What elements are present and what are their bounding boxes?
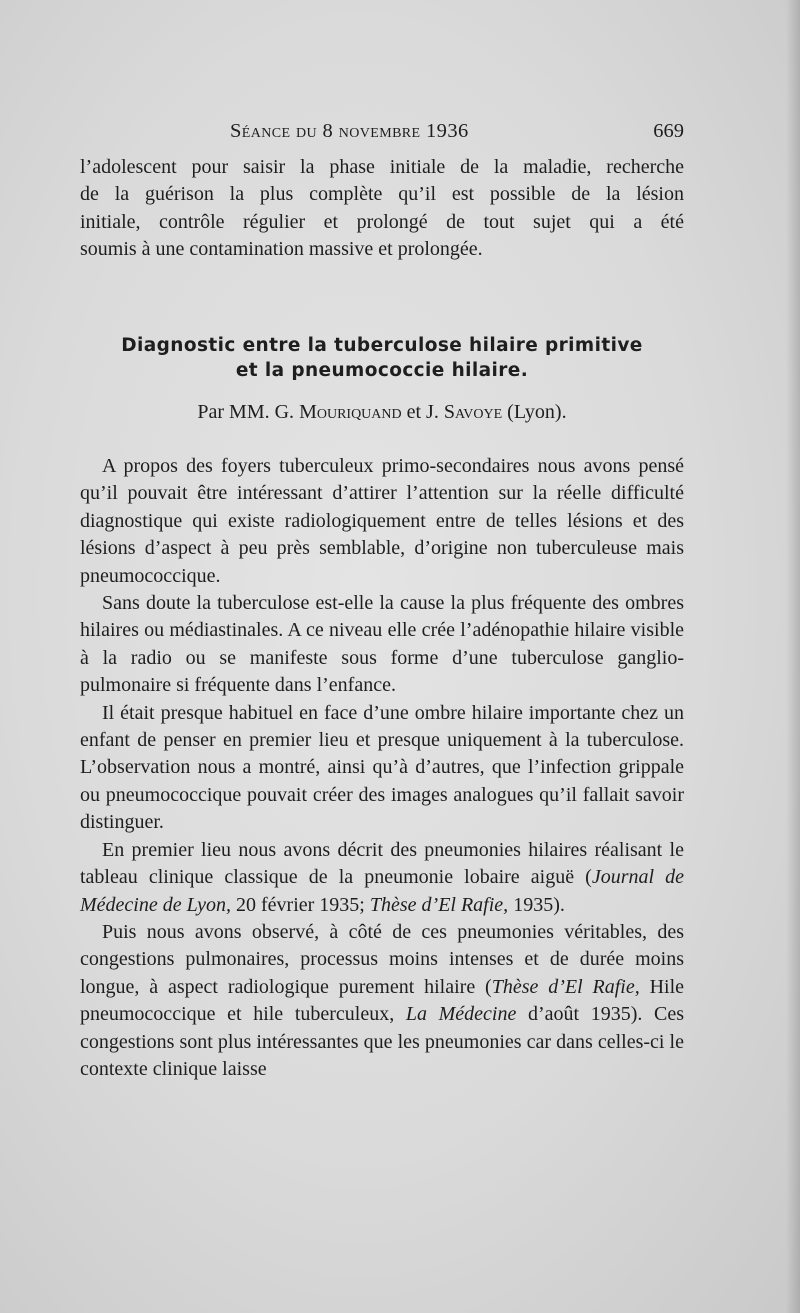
- p4-text-c: 1935).: [508, 893, 565, 916]
- journal-citation: Journal de Médecine de Lyon,: [80, 866, 685, 916]
- author-savoye: Savoye: [443, 401, 503, 423]
- thesis-citation: Thèse d’El Rafie,: [369, 893, 509, 916]
- header-month: novembre: [338, 120, 421, 142]
- la-medecine-citation: La Médecine: [405, 1003, 517, 1026]
- body-paragraph-3: Il était presque habituel en face d’une ombre hilaire importante chez un enfant de penser en premier lieu et presque uniquement à la tuberculose. L’observation nous a montré, ainsi qu’à d’autres, que l’infection grippale ou pneumococcique pouvait créer des images analogues qu’il fallait savoir distinguer.: [80, 701, 684, 834]
- byline-suffix: (Lyon).: [507, 401, 567, 423]
- body-paragraph-5: [80, 919, 684, 1083]
- p5-text-b: Hile pneumococcique et hile tuberculeux,: [80, 975, 684, 1026]
- intro-line-3: initiale, contrôle régulier et prolongé de tout sujet qui a été: [80, 210, 684, 233]
- intro-line-4: soumis à une contamination massive et prolongée.: [80, 238, 483, 261]
- header-prefix: Séance du: [230, 120, 318, 142]
- p4-text-a: En premier lieu nous avons décrit des pneumonies hilaires réalisant le tableau clinique classique de la pneumonie lobaire aiguë (: [80, 838, 684, 889]
- header-title: [230, 118, 469, 144]
- page-edge-shadow: [786, 0, 800, 1313]
- byline: [80, 399, 684, 425]
- header-year: 1936: [426, 120, 469, 142]
- intro-line-2: de la guérison la plus complète qu’il est possible de la lésion: [80, 183, 684, 206]
- intro-line-1: l’adolescent pour saisir la phase initiale de la maladie, recherche: [80, 156, 684, 178]
- header-day: 8: [322, 120, 334, 142]
- article-body: [80, 453, 684, 1083]
- page-number: 669: [653, 120, 684, 142]
- p5-text-c: d’août 1935). Ces congestions sont plus intéressantes que les pneumonies car dans celles-ci le contexte clinique laisse: [80, 1003, 684, 1080]
- body-paragraph-2: Sans doute la tuberculose est-elle la cause la plus fréquente des ombres hilaires ou médiastinales. A ce niveau elle crée l’adénopathie hilaire visible à la radio ou se manifeste sous forme d’une tuberculose ganglio-pulmonaire si fréquente dans l’enfance.: [80, 592, 684, 697]
- body-paragraph-4: [80, 837, 684, 919]
- section-title-line-2: et la pneumococcie hilaire.: [235, 360, 529, 381]
- byline-mid: et J.: [406, 401, 439, 423]
- thesis-citation-2: Thèse d’El Rafie,: [491, 975, 640, 998]
- byline-prefix: Par MM. G.: [197, 401, 295, 423]
- p4-text-b: 20 février 1935;: [231, 893, 370, 916]
- body-paragraph-1: A propos des foyers tuberculeux primo-secondaires nous avons pensé qu’il pouvait être intéressant d’attirer l’attention sur la réelle difficulté diagnostique qui existe radiologiquement entre de telles lésions et des lésions d’aspect à peu près semblable, d’origine non tuberculeuse mais pneumococcique.: [80, 455, 684, 587]
- p5-text-a: Puis nous avons observé, à côté de ces pneumonies véritables, des congestions pulmonaires, processus moins intenses et de durée moins longue, à aspect radiologique purement hilaire (: [80, 920, 684, 998]
- intro-paragraph: [80, 154, 684, 264]
- section-title-line-1: Diagnostic entre la tuberculose hilaire primitive: [121, 335, 643, 356]
- section-title: [80, 333, 684, 383]
- author-mouriquand: Mouriquand: [299, 401, 402, 423]
